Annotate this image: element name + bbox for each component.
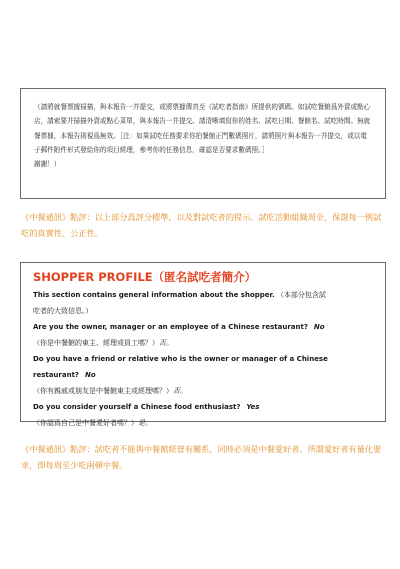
intro-line: [33, 287, 375, 303]
question-1-zh: [33, 335, 375, 351]
editor-remark-1: 《中餐通訊》點評：以上部分爲評分標準，以及對試吃者的提示。試吃活動組織周全，保證每一例試吃的真實性、公正性。: [21, 212, 382, 238]
q3-answer: Yes: [246, 403, 260, 411]
q2-zh-answer: 否。: [173, 387, 187, 395]
q2-answer: No: [85, 371, 96, 379]
instruction-box: [20, 88, 386, 199]
question-2-zh: [33, 383, 375, 399]
shopper-profile-box: [20, 262, 386, 427]
intro-zh: （本部分包含試: [276, 291, 326, 299]
question-2: [33, 351, 375, 367]
q1-zh: （你是中餐館的東主、經理或員工嗎？）: [33, 339, 159, 347]
q1-answer: No: [313, 323, 325, 331]
question-3: [33, 399, 375, 415]
q1-zh-answer: 否。: [159, 339, 173, 347]
intro-zh-2: 吃者的大致信息。）: [33, 307, 93, 315]
question-2-cont: [33, 367, 375, 383]
q2-text-b: restaurant?: [33, 371, 79, 379]
q2-zh: （你有親戚或朋友是中餐館東主或經理嗎？）: [33, 387, 173, 395]
q2-text-a: Do you have a friend or relative who is the owner or manager of a Chinese: [33, 355, 328, 363]
instruction-text: （請將就餐票據掃描，與本報告一并提交，或將票據傳真至《試吃者指南》所提供的號碼。如試吃餐館爲外賣或點心店，請索要并掃描外賣或點心菜單，與本報告一并提交。請清晰填寫你的姓名、試吃日期、餐館名、試吃時間。無就餐票據，本報告則視爲無效。［注：如果試吃任務要求你拍餐館正門數碼照片，請將照片與本報告一并提交，或以電子郵件附件形式發給你的項目經理，參考你的任務信息，確認是否要求數碼照。］ 謝謝！）: [34, 103, 371, 169]
q3-text: Do you consider yourself a Chinese food enthusiast?: [33, 403, 241, 411]
q3-zh-answer: 是。: [138, 419, 152, 427]
editor-remark-2: 《中餐通訊》點評：試吃者不能與中餐館經營有關系，同時必須是中餐愛好者。所謂愛好者有量化要求，即每周至少吃兩頓中餐。: [21, 444, 382, 470]
section-heading: SHOPPER PROFILE（匿名試吃者簡介）: [33, 270, 257, 284]
question-1: [33, 319, 375, 335]
q3-zh: （你認爲自己是中餐愛好者嗎？）: [33, 419, 138, 427]
intro-en: This section contains general information about the shopper.: [33, 291, 275, 299]
question-3-zh: [33, 415, 375, 431]
q1-text: Are you the owner, manager or an employee of a Chinese restaurant?: [33, 323, 308, 331]
intro-line-2: [33, 303, 375, 319]
